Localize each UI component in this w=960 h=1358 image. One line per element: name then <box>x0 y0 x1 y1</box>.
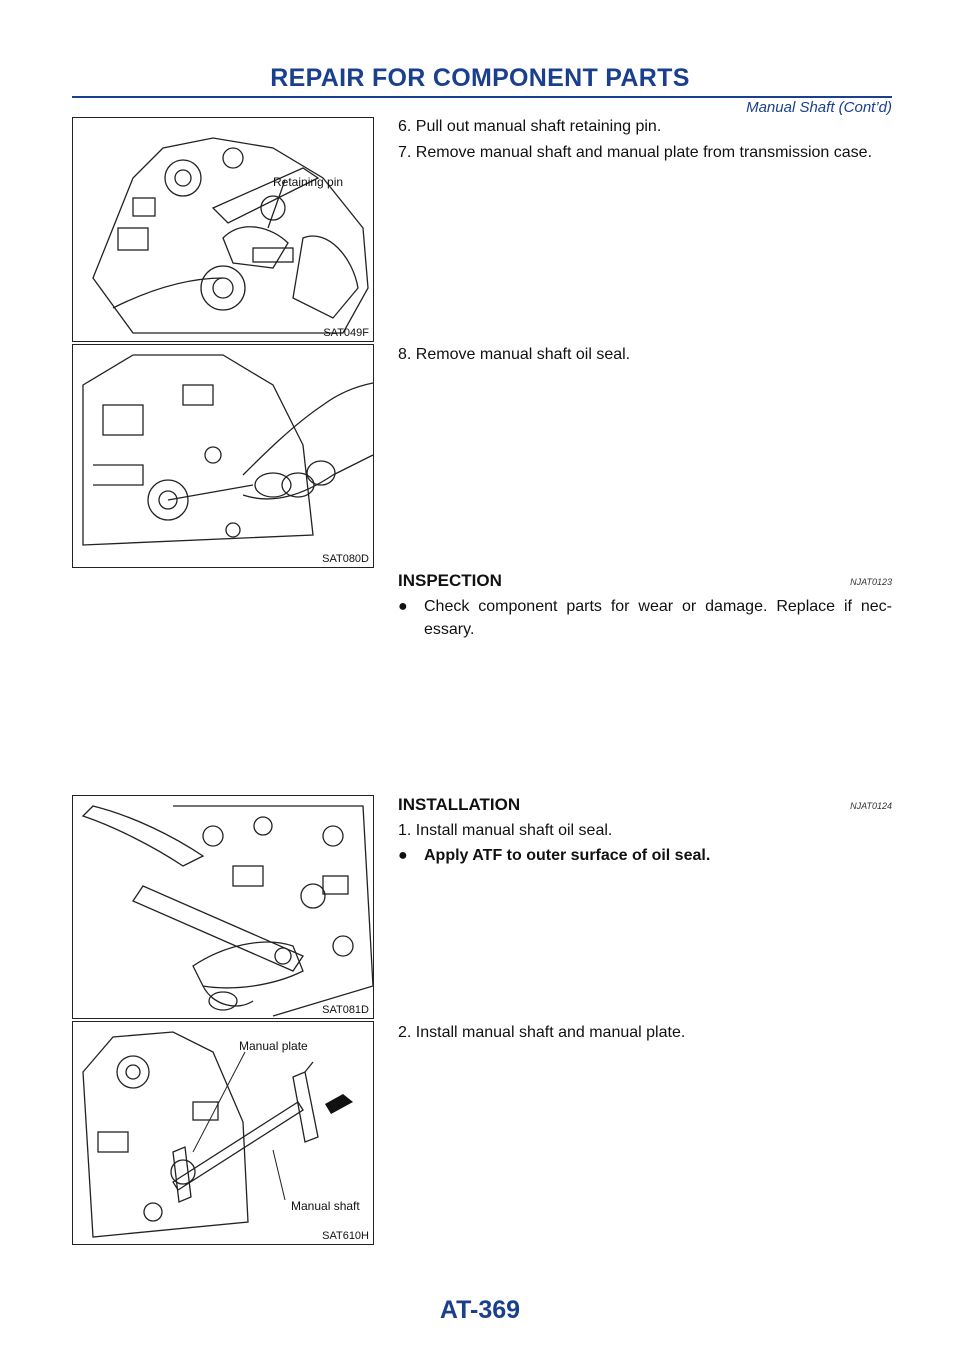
step-7: 7. Remove manual shaft and manual plate from transmission case. <box>398 144 873 161</box>
oil-seal-removal-illustration <box>73 345 374 568</box>
section-subtitle: Manual Shaft (Cont’d) <box>746 99 892 116</box>
installation-code: NJAT0124 <box>850 801 892 811</box>
figure-retaining-pin <box>72 117 374 342</box>
inspection-heading: INSPECTION NJAT0123 <box>398 571 892 590</box>
transmission-case-illustration <box>73 118 374 342</box>
bullet-icon: ● <box>398 847 408 864</box>
install-step-1: 1. Install manual shaft oil seal. <box>398 822 613 839</box>
figure-code: SAT081D <box>322 1004 369 1016</box>
header-divider <box>72 96 892 98</box>
step-8: 8. Remove manual shaft oil seal. <box>398 346 631 363</box>
installation-bullet: ● Apply ATF to outer surface of oil seal. <box>398 844 892 867</box>
manual-shaft-illustration <box>73 1022 374 1245</box>
figure-code: SAT080D <box>322 553 369 565</box>
figure-manual-shaft-installation <box>72 1021 374 1245</box>
figure-oil-seal-installation <box>72 795 374 1019</box>
step-6: 6. Pull out manual shaft retaining pin. <box>398 118 662 135</box>
callout-manual-shaft: Manual shaft <box>291 1199 360 1213</box>
installation-heading: INSTALLATION NJAT0124 <box>398 795 892 814</box>
inspection-code: NJAT0123 <box>850 577 892 587</box>
figure-code: SAT610H <box>322 1230 369 1242</box>
figure-code: SAT049F <box>323 327 369 339</box>
bullet-icon: ● <box>398 598 408 615</box>
callout-manual-plate: Manual plate <box>239 1039 308 1053</box>
inspection-bullet: ● Check component parts for wear or damage. Replace if nec-essary. <box>398 595 892 641</box>
page-number: AT-369 <box>439 1296 521 1324</box>
page-title: REPAIR FOR COMPONENT PARTS <box>270 64 690 92</box>
direction-arrow-icon <box>325 1094 353 1114</box>
figure-oil-seal-removal <box>72 344 374 568</box>
install-step-2: 2. Install manual shaft and manual plate. <box>398 1024 686 1041</box>
callout-retaining-pin: Retaining pin <box>273 175 344 189</box>
oil-seal-installation-illustration <box>73 796 374 1019</box>
